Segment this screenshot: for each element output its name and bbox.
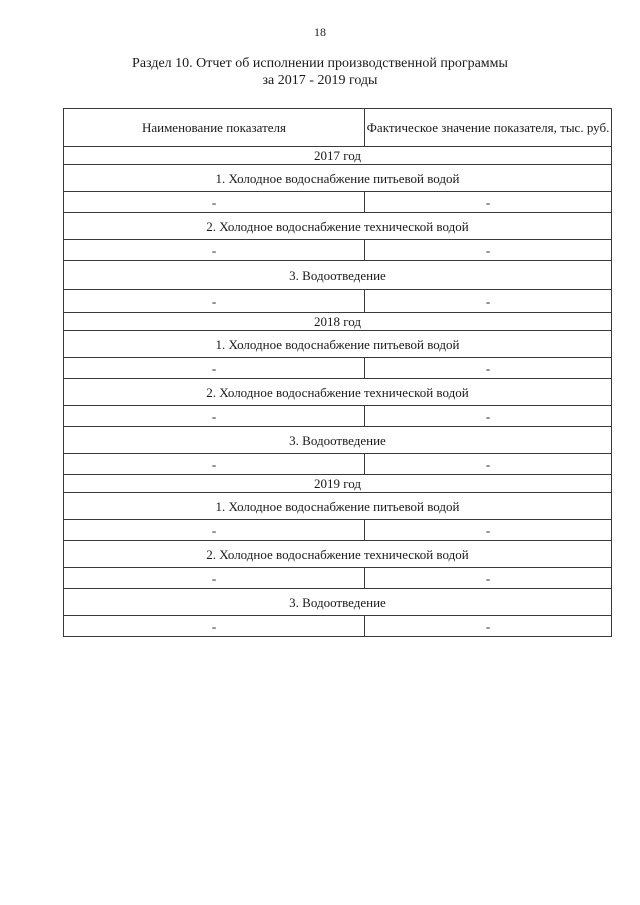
table-row — [64, 240, 612, 261]
table-row — [64, 192, 612, 213]
year-row — [64, 313, 612, 331]
value-cell: - — [365, 358, 612, 379]
value-cell: - — [365, 240, 612, 261]
value-cell: - — [365, 406, 612, 427]
indicator-cell: - — [64, 240, 365, 261]
table-row — [64, 520, 612, 541]
section-row — [64, 165, 612, 192]
header-indicator-name: Наименование показателя — [64, 109, 365, 147]
year-label: 2019 год — [64, 475, 612, 493]
section-row — [64, 331, 612, 358]
section-label: 1. Холодное водоснабжение питьевой водой — [64, 165, 612, 192]
section-label: 2. Холодное водоснабжение технической водой — [64, 213, 612, 240]
indicator-cell: - — [64, 406, 365, 427]
title-line-2: за 2017 - 2019 годы — [262, 73, 378, 88]
page-number: 18 — [314, 25, 326, 39]
section-label: 2. Холодное водоснабжение технической водой — [64, 379, 612, 406]
section-row — [64, 379, 612, 406]
table-row — [64, 568, 612, 589]
value-cell: - — [365, 192, 612, 213]
section-row — [64, 589, 612, 616]
value-cell: - — [365, 616, 612, 637]
value-cell: - — [365, 454, 612, 475]
section-label: 1. Холодное водоснабжение питьевой водой — [64, 331, 612, 358]
year-label: 2017 год — [64, 147, 612, 165]
indicator-cell: - — [64, 568, 365, 589]
value-cell: - — [365, 568, 612, 589]
section-title — [0, 55, 640, 89]
table-row — [64, 358, 612, 379]
section-label: 3. Водоотведение — [64, 589, 612, 616]
table-row — [64, 454, 612, 475]
section-row — [64, 541, 612, 568]
table-row — [64, 406, 612, 427]
header-actual-value: Фактическое значение показателя, тыс. руб. — [365, 109, 612, 147]
title-line-1: Раздел 10. Отчет об исполнении производственной программы — [132, 56, 508, 71]
indicator-cell: - — [64, 454, 365, 475]
section-label: 3. Водоотведение — [64, 261, 612, 290]
value-cell: - — [365, 290, 612, 313]
indicator-cell: - — [64, 358, 365, 379]
table-row — [64, 290, 612, 313]
indicator-cell: - — [64, 192, 365, 213]
table-header-row — [64, 109, 612, 147]
indicator-cell: - — [64, 520, 365, 541]
section-label: 2. Холодное водоснабжение технической водой — [64, 541, 612, 568]
section-row — [64, 261, 612, 290]
year-label: 2018 год — [64, 313, 612, 331]
section-row — [64, 493, 612, 520]
section-row — [64, 213, 612, 240]
report-table — [63, 108, 612, 637]
section-row — [64, 427, 612, 454]
year-row — [64, 147, 612, 165]
table-row — [64, 616, 612, 637]
section-label: 1. Холодное водоснабжение питьевой водой — [64, 493, 612, 520]
section-label: 3. Водоотведение — [64, 427, 612, 454]
indicator-cell: - — [64, 616, 365, 637]
year-row — [64, 475, 612, 493]
indicator-cell: - — [64, 290, 365, 313]
value-cell: - — [365, 520, 612, 541]
